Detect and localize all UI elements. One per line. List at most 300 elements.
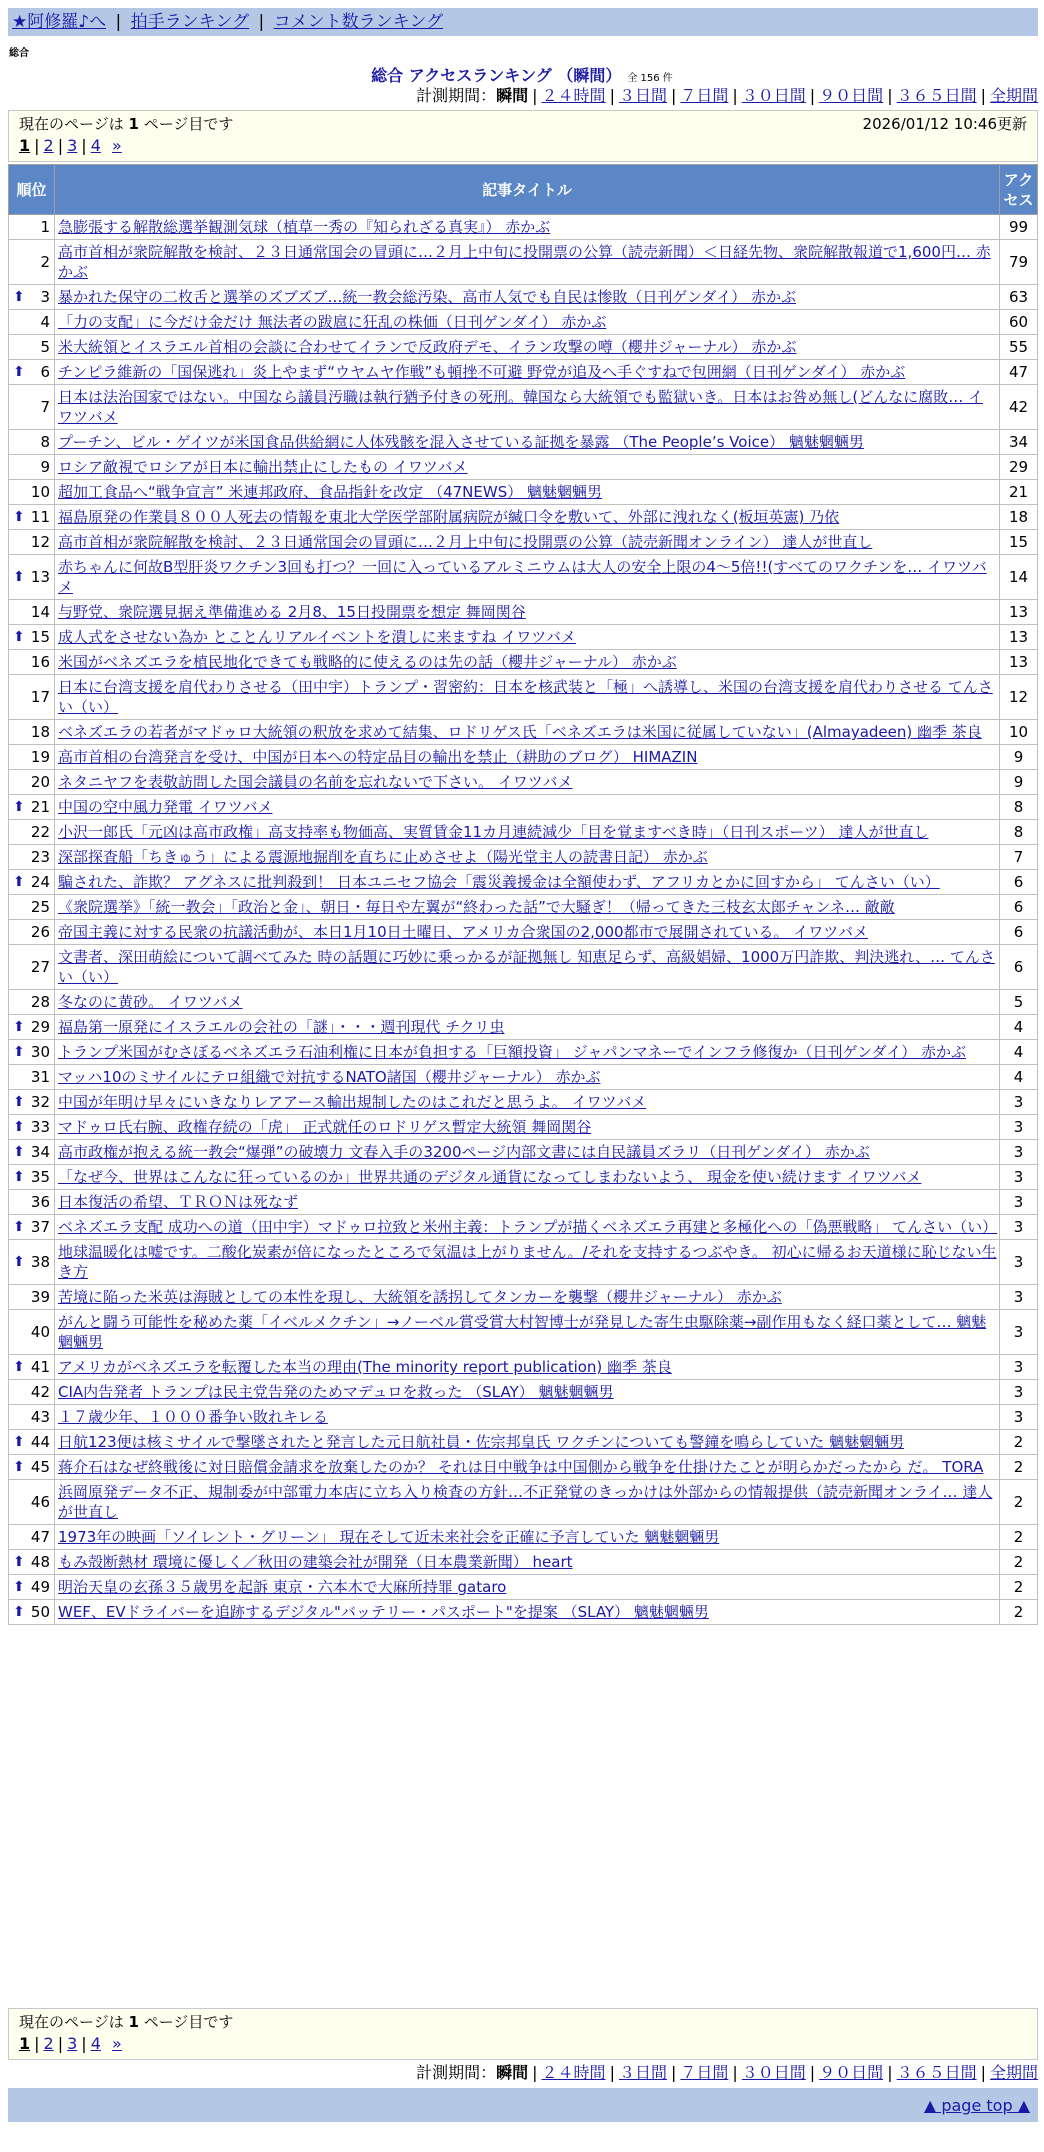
rank-cell (9, 650, 55, 675)
article-link[interactable]: 小沢一郎氏「元凶は高市政権」高支持率も物価高、実質賃金11カ月連続減少「目を覚ますべき時」（日刊スポーツ） 達人が世直し (58, 823, 929, 841)
clap-ranking-link[interactable]: 拍手ランキング (130, 12, 250, 32)
rank-cell (9, 745, 55, 770)
rank-cell (9, 1015, 55, 1040)
title-cell (55, 1455, 1000, 1480)
page-info-bottom (8, 2008, 1038, 2060)
rank-cell (9, 1215, 55, 1240)
current-page-text: 現在のページは 1 ページ目です (19, 115, 234, 133)
rank-number: 37 (30, 1218, 50, 1236)
rank-number: 8 (40, 433, 50, 451)
rank-cell (9, 1140, 55, 1165)
title-cell (55, 920, 1000, 945)
access-count: 3 (1000, 1115, 1038, 1140)
rank-number: 46 (30, 1493, 50, 1511)
article-link[interactable]: 急膨張する解散総選挙観測気球（植草一秀の『知られざる真実』） 赤かぶ (58, 218, 551, 236)
title-cell (55, 870, 1000, 895)
rank-cell (9, 360, 55, 385)
article-link[interactable]: 福島原発の作業員８００人死去の情報を東北大学医学部附属病院が緘口令を敷いて、外部に洩れなく(板垣英憲) 乃依 (58, 508, 840, 526)
period-separator: | (532, 86, 538, 105)
rank-number: 30 (30, 1043, 50, 1061)
access-count: 13 (1000, 625, 1038, 650)
rank-cell (9, 455, 55, 480)
rank-cell (9, 675, 55, 720)
table-row (9, 480, 1038, 505)
period-option-link[interactable]: ９０日間 (819, 86, 884, 105)
table-row (9, 1355, 1038, 1380)
rank-number: 11 (30, 508, 50, 526)
article-link[interactable]: がんと闘う可能性を秘めた薬「イベルメクチン」→ノーベル賞受賞大村智博士が発見した寄生虫駆除薬→副作用もなく経口薬として… 魑魅魍魎男 (58, 1313, 987, 1351)
table-row (9, 1065, 1038, 1090)
access-count: 4 (1000, 1040, 1038, 1065)
table-row (9, 1165, 1038, 1190)
access-count: 5 (1000, 990, 1038, 1015)
title-cell (55, 895, 1000, 920)
rank-cell (9, 430, 55, 455)
up-arrow-icon: ⬆ (13, 364, 25, 380)
title-cell (55, 1405, 1000, 1430)
period-option-link[interactable]: 全期間 (989, 86, 1038, 105)
period-separator: | (980, 2063, 986, 2082)
article-link[interactable]: 苦境に陥った米英は海賊としての本性を現し、大統領を誘拐してタンカーを襲撃（櫻井ジャーナル） 赤かぶ (58, 1288, 782, 1306)
access-count: 3 (1000, 1405, 1038, 1430)
pager-page-link[interactable]: 4 (90, 2034, 101, 2053)
access-count: 2 (1000, 1455, 1038, 1480)
article-link[interactable]: 高市首相の台湾発言を受け、中国が日本への特定品目の輸出を禁止（耕助のブログ） HIMAZIN (58, 748, 698, 766)
period-separator: | (732, 2063, 738, 2082)
table-row (9, 555, 1038, 600)
access-count: 6 (1000, 895, 1038, 920)
access-count: 3 (1000, 1165, 1038, 1190)
access-count: 2 (1000, 1600, 1038, 1625)
table-row (9, 455, 1038, 480)
access-count: 2 (1000, 1480, 1038, 1525)
rank-number: 24 (30, 873, 50, 891)
article-link[interactable]: 中国が年明け早々にいきなりレアアース輸出規制したのはこれだと思うよ。 イワツバメ (58, 1093, 647, 1111)
rank-number: 18 (30, 723, 50, 741)
article-link[interactable]: 米大統領とイスラエル首相の会談に合わせてイランで反政府デモ、イラン攻撃の噂（櫻井ジャーナル） 赤かぶ (58, 338, 797, 356)
rank-cell (9, 845, 55, 870)
table-row (9, 1285, 1038, 1310)
period-separator: | (670, 2063, 677, 2082)
period-current: 瞬間 (496, 2063, 529, 2082)
period-separator: | (980, 86, 986, 105)
rank-number: 6 (40, 363, 50, 381)
access-count: 29 (1000, 455, 1038, 480)
rank-cell (9, 1575, 55, 1600)
article-link[interactable]: もみ殻断熱材 環境に優しく／秋田の建築会社が開発（日本農業新聞） heart (58, 1553, 573, 1571)
rank-cell (9, 1285, 55, 1310)
article-link[interactable]: 1973年の映画「ソイレント・グリーン」 現在そして近未来社会を正確に予言していた 魑魅魍魎男 (58, 1528, 720, 1546)
access-count: 9 (1000, 770, 1038, 795)
article-link[interactable]: ロシア敵視でロシアが日本に輸出禁止にしたもの イワツバメ (58, 458, 468, 476)
table-row (9, 1455, 1038, 1480)
title-cell (55, 600, 1000, 625)
up-arrow-icon: ⬆ (13, 1554, 25, 1570)
article-link[interactable]: 高市首相が衆院解散を検討、２３日通常国会の冒頭に…２月上中旬に投開票の公算（読売新聞）＜日経先物、衆院解散報道で1,600円… 赤かぶ (58, 243, 991, 281)
article-link[interactable]: 福島第一原発にイスラエルの会社の「謎」・・・週刊現代 チクリ虫 (58, 1018, 505, 1036)
access-count: 47 (1000, 360, 1038, 385)
access-count: 2 (1000, 1575, 1038, 1600)
rank-number: 15 (30, 628, 50, 646)
table-row (9, 650, 1038, 675)
period-separator: | (670, 86, 677, 105)
period-separator: | (609, 86, 615, 105)
access-count: 2 (1000, 1525, 1038, 1550)
title-cell (55, 480, 1000, 505)
rank-cell (9, 1115, 55, 1140)
article-link[interactable]: 《衆院選挙》「統一教会」「政治と金」、朝日・毎日や左翼が“終わった話”で大騒ぎ！（帰ってきた三枝玄太郎チャンネ… 敵敵 (58, 898, 895, 916)
pager-separator: | (34, 2034, 40, 2053)
pager-current-page: 1 (19, 136, 31, 155)
nav-separator: | (115, 12, 122, 32)
rank-cell (9, 1165, 55, 1190)
rank-number: 48 (30, 1553, 50, 1571)
table-row (9, 1600, 1038, 1625)
rank-cell (9, 1430, 55, 1455)
access-count: 15 (1000, 530, 1038, 555)
table-row (9, 385, 1038, 430)
title-cell (55, 385, 1000, 430)
rank-number: 27 (30, 958, 50, 976)
rank-cell (9, 240, 55, 285)
rank-cell (9, 335, 55, 360)
rank-cell (9, 1090, 55, 1115)
table-row (9, 675, 1038, 720)
up-arrow-icon: ⬆ (13, 1119, 25, 1135)
period-separator: | (887, 2063, 893, 2082)
rank-number: 22 (30, 823, 50, 841)
table-row (9, 335, 1038, 360)
table-row (9, 1405, 1038, 1430)
up-arrow-icon: ⬆ (13, 509, 25, 525)
rank-number: 38 (30, 1253, 50, 1271)
rank-number: 5 (40, 338, 50, 356)
rank-number: 20 (30, 773, 50, 791)
period-separator: | (732, 86, 738, 105)
title-cell (55, 1310, 1000, 1355)
title-cell (55, 285, 1000, 310)
rank-cell (9, 1600, 55, 1625)
period-option-link[interactable]: ３０日間 (741, 2063, 806, 2082)
rank-number: 4 (40, 313, 50, 331)
rank-cell (9, 945, 55, 990)
up-arrow-icon: ⬆ (13, 1579, 25, 1595)
period-current: 瞬間 (496, 86, 529, 105)
article-link[interactable]: 赤ちゃんに何故B型肝炎ワクチン3回も打つ？一回に入っているアルミニウムは大人の安全上限の4～5倍!!(すべてのワクチンを… イワツバメ (58, 558, 987, 596)
title-cell (55, 1165, 1000, 1190)
article-link[interactable]: 日本に台湾支援を肩代わりさせる（田中宇）トランプ・習密約：日本を核武装と「極」へ誘導し、米国の台湾支援を肩代わりさせる てんさい（い） (58, 678, 993, 716)
article-link[interactable]: CIA内告発者 トランプは民主党告発のためマデュロを救った （SLAY） 魑魅魍魎男 (58, 1383, 614, 1401)
access-count: 3 (1000, 1285, 1038, 1310)
title-cell (55, 455, 1000, 480)
rank-cell (9, 1455, 55, 1480)
pager-page-link[interactable]: 3 (67, 136, 78, 155)
article-link[interactable]: 成人式をさせない為か とことんリアルイベントを潰しに来ますね イワツバメ (58, 628, 576, 646)
article-link[interactable]: 冬なのに黄砂。 イワツバメ (58, 993, 243, 1011)
rank-number: 41 (30, 1358, 50, 1376)
article-link[interactable]: 超加工食品へ“戦争宣言” 米連邦政府、食品指針を改定 （47NEWS） 魑魅魍魎男 (58, 483, 602, 501)
table-row (9, 1190, 1038, 1215)
title-header: 記事タイトル (55, 165, 1000, 215)
count-header: アクセス (1000, 165, 1038, 215)
table-row (9, 845, 1038, 870)
up-arrow-icon: ⬆ (13, 629, 25, 645)
rank-number: 42 (30, 1383, 50, 1401)
access-count: 3 (1000, 1380, 1038, 1405)
article-link[interactable]: 帝国主義に対する民衆の抗議活動が、本日1月10日土曜日、アメリカ合衆国の2,000都市で展開されている。 イワツバメ (58, 923, 868, 941)
pager-separator: | (34, 136, 40, 155)
period-option-link[interactable]: ２４時間 (541, 2063, 606, 2082)
rank-number: 33 (30, 1118, 50, 1136)
period-option-link[interactable]: ７日間 (680, 2063, 729, 2082)
rank-cell (9, 1355, 55, 1380)
table-row (9, 310, 1038, 335)
article-link[interactable]: ベネズエラの若者がマドゥロ大統領の釈放を求めて結集、ロドリゲス氏「ベネズエラは米国に従属していない」(Almayadeen) 幽季 茶良 (58, 723, 982, 741)
access-count: 3 (1000, 1355, 1038, 1380)
article-link[interactable]: 深部探査船「ちきゅう」による震源地掘削を直ちに止めさせよ（陽光堂主人の読書日記） 赤かぶ (58, 848, 708, 866)
table-row (9, 820, 1038, 845)
table-row (9, 770, 1038, 795)
article-link[interactable]: チンピラ維新の「国保逃れ」炎上やまず“ウヤムヤ作戦”も頓挫不可避 野党が追及へ手ぐすねで包囲網（日刊ゲンダイ） 赤かぶ (58, 363, 906, 381)
rank-number: 19 (30, 748, 50, 766)
table-row (9, 1525, 1038, 1550)
title-cell (55, 1215, 1000, 1240)
rank-cell (9, 1190, 55, 1215)
title-cell (55, 1190, 1000, 1215)
title-cell (55, 945, 1000, 990)
pager-page-link[interactable]: 2 (43, 136, 54, 155)
article-link[interactable]: マドゥロ氏右腕、政権存続の「虎」 正式就任のロドリゲス暫定大統領 舞岡関谷 (58, 1118, 592, 1136)
up-arrow-icon: ⬆ (13, 1144, 25, 1160)
article-link[interactable]: プーチン、ビル・ゲイツが米国食品供給網に人体残骸を混入させている証拠を暴露 （The People’s Voice） 魑魅魍魎男 (58, 433, 864, 451)
article-link[interactable]: １７歳少年、１０００番争い敗れキレる (58, 1408, 328, 1426)
period-option-link[interactable]: ３６５日間 (896, 2063, 977, 2082)
title-cell (55, 1240, 1000, 1285)
access-count: 60 (1000, 310, 1038, 335)
article-link[interactable]: 浜岡原発データ不正、規制委が中部電力本店に立ち入り検査の方針…不正発覚のきっかけは外部からの情報提供（読売新聞オンライ… 達人が世直し (58, 1483, 993, 1521)
title-cell (55, 360, 1000, 385)
updated-timestamp: 2026/01/12 10:46更新 (862, 115, 1027, 133)
rank-cell (9, 1525, 55, 1550)
access-count: 55 (1000, 335, 1038, 360)
period-option-link[interactable]: ３０日間 (741, 86, 806, 105)
rank-cell (9, 920, 55, 945)
access-count: 3 (1000, 1090, 1038, 1115)
rank-number: 26 (30, 923, 50, 941)
rank-cell (9, 1380, 55, 1405)
up-arrow-icon: ⬆ (13, 1019, 25, 1035)
rank-cell (9, 625, 55, 650)
rank-cell (9, 990, 55, 1015)
access-count: 3 (1000, 1140, 1038, 1165)
rank-cell (9, 870, 55, 895)
article-link[interactable]: アメリカがベネズエラを転覆した本当の理由(The minority report publication) 幽季 茶良 (58, 1358, 672, 1376)
up-arrow-icon: ⬆ (13, 1169, 25, 1185)
title-cell (55, 555, 1000, 600)
pager-page-link[interactable]: 3 (67, 2034, 78, 2053)
article-link[interactable]: ベネズエラ支配 成功への道（田中宇）マドゥロ拉致と米州主義：トランプが描くベネズエラ再建と多極化への「偽悪戦略」 てんさい（い） (58, 1218, 998, 1236)
rank-number: 9 (40, 458, 50, 476)
up-arrow-icon: ⬆ (13, 874, 25, 890)
article-link[interactable]: 高市首相が衆院解散を検討、２３日通常国会の冒頭に…２月上中旬に投開票の公算（読売新聞オンライン） 達人が世直し (58, 533, 873, 551)
rank-number: 13 (30, 568, 50, 586)
rank-number: 2 (40, 253, 50, 271)
up-arrow-icon: ⬆ (13, 1604, 25, 1620)
access-count: 3 (1000, 1215, 1038, 1240)
table-row (9, 360, 1038, 385)
pager-separator: | (81, 2034, 87, 2053)
access-count: 3 (1000, 1240, 1038, 1285)
pager-next-link[interactable]: » (111, 2034, 122, 2053)
rank-cell (9, 1310, 55, 1355)
rank-number: 17 (30, 688, 50, 706)
rank-number: 25 (30, 898, 50, 916)
article-link[interactable]: 文書者、深田萌絵について調べてみた 時の話題に巧妙に乗っかるが証拠無し 知恵足らず、高級娼婦、1000万円詐欺、判決逃れ、… てんさい（い） (58, 948, 995, 986)
rank-cell (9, 1405, 55, 1430)
access-count: 9 (1000, 745, 1038, 770)
table-row (9, 1140, 1038, 1165)
access-count: 6 (1000, 920, 1038, 945)
rank-number: 21 (30, 798, 50, 816)
access-count: 10 (1000, 720, 1038, 745)
rank-number: 50 (30, 1603, 50, 1621)
table-row (9, 1310, 1038, 1355)
table-row (9, 600, 1038, 625)
period-option-link[interactable]: 全期間 (989, 2063, 1038, 2082)
article-link[interactable]: 日本復活の希望、ＴＲＯＮは死なず (58, 1193, 299, 1211)
title-cell (55, 1015, 1000, 1040)
title-cell (55, 1140, 1000, 1165)
pager-separator: | (57, 2034, 64, 2053)
table-row (9, 1550, 1038, 1575)
home-link[interactable]: ★阿修羅♪へ (12, 12, 107, 32)
rank-number: 23 (30, 848, 50, 866)
table-row (9, 1090, 1038, 1115)
access-count: 8 (1000, 795, 1038, 820)
pager-top (19, 135, 1027, 157)
access-count: 18 (1000, 505, 1038, 530)
period-separator: | (887, 86, 893, 105)
period-option-link[interactable]: ３６５日間 (896, 86, 977, 105)
article-link[interactable]: 高市政権が抱える統一教会“爆弾”の破壊力 文春入手の3200ページ内部文書には自民議員ズラリ（日刊ゲンダイ） 赤かぶ (58, 1143, 870, 1161)
rank-number: 12 (30, 533, 50, 551)
rank-number: 43 (30, 1408, 50, 1426)
table-row (9, 1575, 1038, 1600)
period-option-link[interactable]: ９０日間 (819, 2063, 884, 2082)
up-arrow-icon: ⬆ (13, 569, 25, 585)
table-row (9, 990, 1038, 1015)
access-count: 79 (1000, 240, 1038, 285)
article-link[interactable]: WEF、EVドライバーを追跡するデジタル"バッテリー・パスポート"を提案 （SLAY） 魑魅魍魎男 (58, 1603, 709, 1621)
article-link[interactable]: 蒋介石はなぜ終戦後に対日賠償金請求を放棄したのか？ それは日中戦争は中国側から戦争を仕掛けたことが明らかだったから だ。 TORA (58, 1458, 984, 1476)
pager-next-link[interactable]: » (111, 136, 122, 155)
period-option-link[interactable]: ３日間 (618, 86, 667, 105)
rank-cell (9, 1480, 55, 1525)
article-link[interactable]: 「力の支配」に今だけ金だけ 無法者の跋扈に狂乱の株価（日刊ゲンダイ） 赤かぶ (58, 313, 607, 331)
up-arrow-icon: ⬆ (13, 1044, 25, 1060)
table-row (9, 795, 1038, 820)
rank-cell (9, 720, 55, 745)
rank-cell (9, 600, 55, 625)
article-link[interactable]: 「なぜ今、世界はこんなに狂っているのか」世界共通のデジタル通貨になってしまわないよう、 現金を使い続けます イワツバメ (58, 1168, 922, 1186)
article-link[interactable]: 暴かれた保守の二枚舌と選挙のズブズブ…統一教会総汚染、高市人気でも自民は惨敗（日刊ゲンダイ） 赤かぶ (58, 288, 796, 306)
nav-separator: | (258, 12, 265, 32)
top-nav-bar (8, 8, 1038, 36)
table-row (9, 1480, 1038, 1525)
rank-cell (9, 530, 55, 555)
rank-cell (9, 285, 55, 310)
up-arrow-icon: ⬆ (13, 1094, 25, 1110)
title-cell (55, 215, 1000, 240)
article-link[interactable]: 日航123便は核ミサイルで撃墜されたと発言した元日航社員・佐宗邦皇氏 ワクチンについても警鐘を鳴らしていた 魑魅魍魎男 (58, 1433, 905, 1451)
title-cell (55, 530, 1000, 555)
up-arrow-icon: ⬆ (13, 1459, 25, 1475)
access-count: 12 (1000, 675, 1038, 720)
article-link[interactable]: 中国の空中風力発電 イワツバメ (58, 798, 273, 816)
period-option-link[interactable]: ２４時間 (541, 86, 606, 105)
current-page-text: 現在のページは 1 ページ目です (19, 2013, 234, 2031)
pager-page-link[interactable]: 2 (43, 2034, 54, 2053)
rank-cell (9, 1240, 55, 1285)
page-top-link[interactable]: ▲ page top ▲ (923, 2096, 1030, 2115)
title-cell (55, 240, 1000, 285)
title-cell (55, 1480, 1000, 1525)
up-arrow-icon: ⬆ (13, 1359, 25, 1375)
title-cell (55, 1355, 1000, 1380)
period-option-link[interactable]: ７日間 (680, 86, 729, 105)
title-cell (55, 1575, 1000, 1600)
up-arrow-icon: ⬆ (13, 289, 25, 305)
article-link[interactable]: 日本は法治国家ではない。中国なら議員汚職は執行猶予付きの死刑。韓国なら大統領でも監獄いき。日本はお咎め無し(どんなに腐敗… イワツバメ (58, 388, 984, 426)
period-separator: | (532, 2063, 538, 2082)
rank-cell (9, 215, 55, 240)
article-link[interactable]: ネタニヤフを表敬訪問した国会議員の名前を忘れないで下さい。 イワツバメ (58, 773, 573, 791)
up-arrow-icon: ⬆ (13, 1219, 25, 1235)
access-count: 3 (1000, 1310, 1038, 1355)
title-cell (55, 1525, 1000, 1550)
rank-number: 10 (30, 483, 50, 501)
access-count: 34 (1000, 430, 1038, 455)
title-cell (55, 430, 1000, 455)
pager-separator: | (81, 136, 87, 155)
pager-page-link[interactable]: 4 (90, 136, 101, 155)
article-link[interactable]: 地球温暖化は嘘です。二酸化炭素が倍になったところで気温は上がりません。/それを支持するつぶやき。 初心に帰るお天道様に恥じない生き方 (58, 1243, 997, 1281)
rank-number: 45 (30, 1458, 50, 1476)
comment-ranking-link[interactable]: コメント数ランキング (273, 12, 444, 32)
title-cell (55, 1600, 1000, 1625)
article-link[interactable]: 米国がベネズエラを植民地化できても戦略的に使えるのは先の話（櫻井ジャーナル） 赤かぶ (58, 653, 677, 671)
title-cell (55, 650, 1000, 675)
title-cell (55, 675, 1000, 720)
table-row (9, 530, 1038, 555)
article-link[interactable]: 与野党、衆院選見据え準備進める 2月8、15日投開票を想定 舞岡関谷 (58, 603, 526, 621)
article-link[interactable]: トランプ米国がむさぼるベネズエラ石油利権に日本が負担する「巨額投資」 ジャパンマネーでインフラ修復か（日刊ゲンダイ） 赤かぶ (58, 1043, 967, 1061)
title-cell (55, 1065, 1000, 1090)
access-count: 8 (1000, 820, 1038, 845)
article-link[interactable]: マッハ10のミサイルにテロ組織で対抗するNATO諸国（櫻井ジャーナル） 赤かぶ (58, 1068, 601, 1086)
rank-header: 順位 (9, 165, 55, 215)
article-link[interactable]: 明治天皇の玄孫３５歳男を起訴 東京・六本木で大麻所持罪 gataro (58, 1578, 507, 1596)
period-option-link[interactable]: ３日間 (618, 2063, 667, 2082)
article-link[interactable]: 騙された、詐欺？ アグネスに批判殺到！ 日本ユニセフ協会「震災義援金は全額使わず、アフリカとかに回すから」 てんさい（い） (58, 873, 940, 891)
rank-cell (9, 770, 55, 795)
rank-cell (9, 385, 55, 430)
table-row (9, 215, 1038, 240)
access-count: 4 (1000, 1015, 1038, 1040)
title-cell (55, 335, 1000, 360)
title-cell (55, 820, 1000, 845)
title-cell (55, 1380, 1000, 1405)
